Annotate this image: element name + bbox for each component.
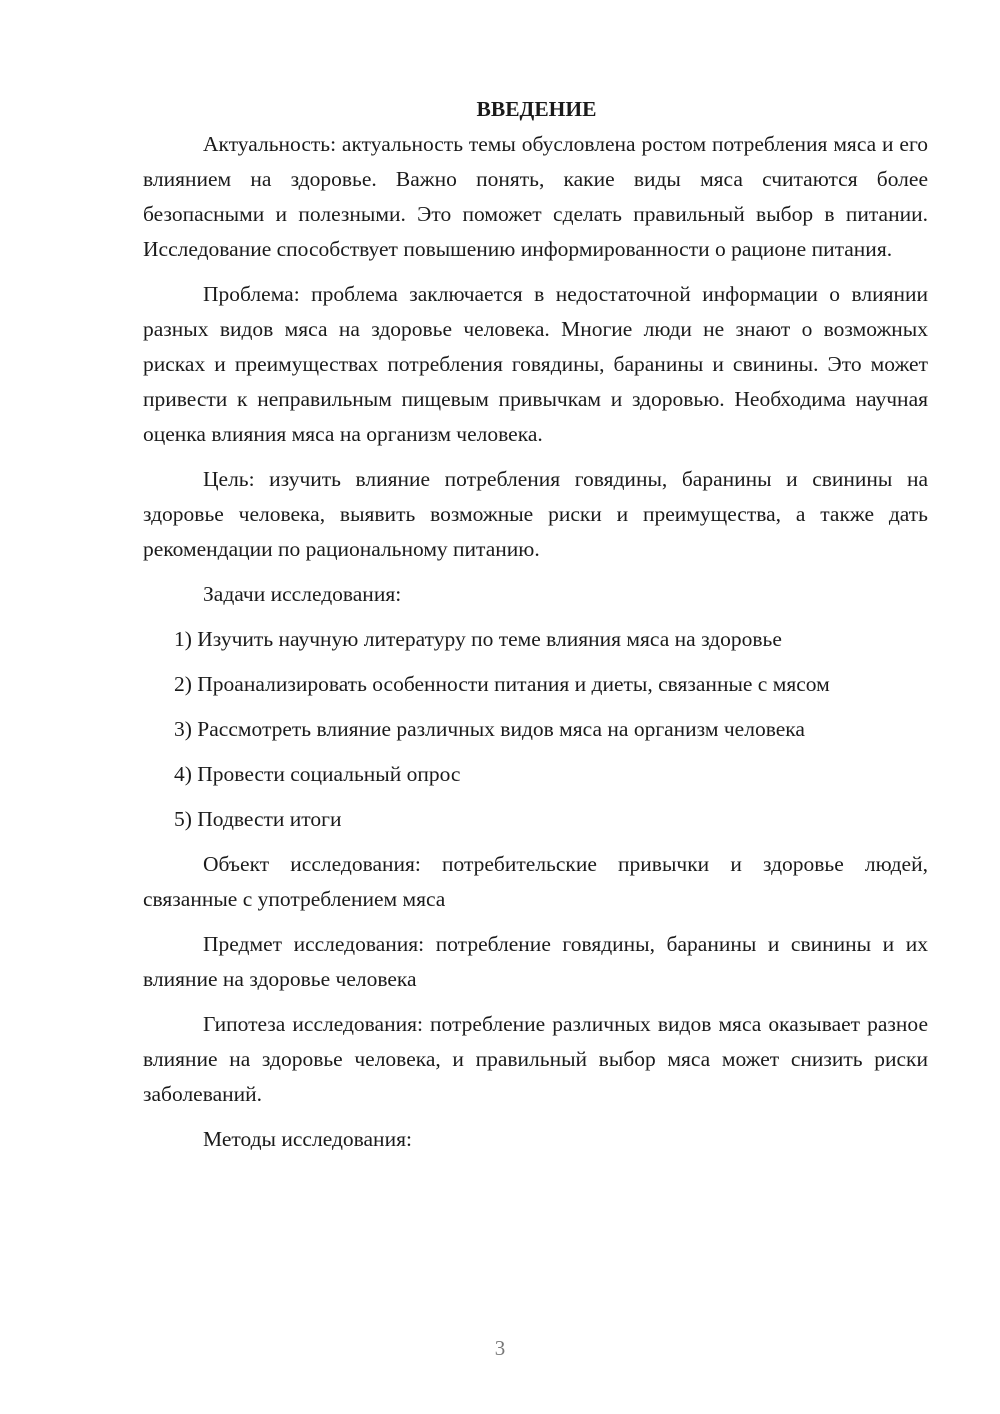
page-title: ВВЕДЕНИЕ [476, 97, 597, 121]
methods-heading: Методы исследования: [203, 1127, 412, 1151]
hypothesis-paragraph: Гипотеза исследования: потребление различных видов мяса оказывает разное влияние на здоровье человека, и правильный выбор мяса может снизить риски заболеваний. [143, 1012, 928, 1106]
relevance-paragraph: Актуальность: актуальность темы обусловлена ростом потребления мяса и его влиянием на здоровье. Важно понять, какие виды мяса считаются более безопасными и полезными. Это поможет сделать правильный выбор в питании. Исследование способствует повышению информированности о рационе питания. [143, 132, 928, 261]
tasks-heading: Задачи исследования: [203, 582, 402, 606]
subject-paragraph: Предмет исследования: потребление говядины, баранины и свинины и их влияние на здоровье человека [143, 932, 928, 991]
object-paragraph: Объект исследования: потребительские привычки и здоровье людей, связанные с употреблением мяса [143, 852, 928, 911]
task-item-4: 4) Провести социальный опрос [174, 762, 461, 786]
task-item-3: 3) Рассмотреть влияние различных видов мяса на организм человека [174, 717, 805, 741]
task-item-5: 5) Подвести итоги [174, 807, 342, 831]
goal-paragraph: Цель: изучить влияние потребления говядины, баранины и свинины на здоровье человека, выявить возможные риски и преимущества, а также дать рекомендации по рациональному питанию. [143, 467, 928, 561]
task-item-1: 1) Изучить научную литературу по теме влияния мяса на здоровье [174, 627, 782, 651]
problem-paragraph: Проблема: проблема заключается в недостаточной информации о влиянии разных видов мяса на здоровье человека. Многие люди не знают о возможных рисках и преимуществах потребления говядины, баранины и свинины. Это может привести к неправильным пищевым привычкам и здоровью. Необходима научная оценка влияния мяса на организм человека. [143, 282, 928, 446]
document-page [143, 92, 928, 1157]
page-number: 3 [494, 1336, 506, 1360]
task-item-2: 2) Проанализировать особенности питания и диеты, связанные с мясом [174, 672, 830, 696]
